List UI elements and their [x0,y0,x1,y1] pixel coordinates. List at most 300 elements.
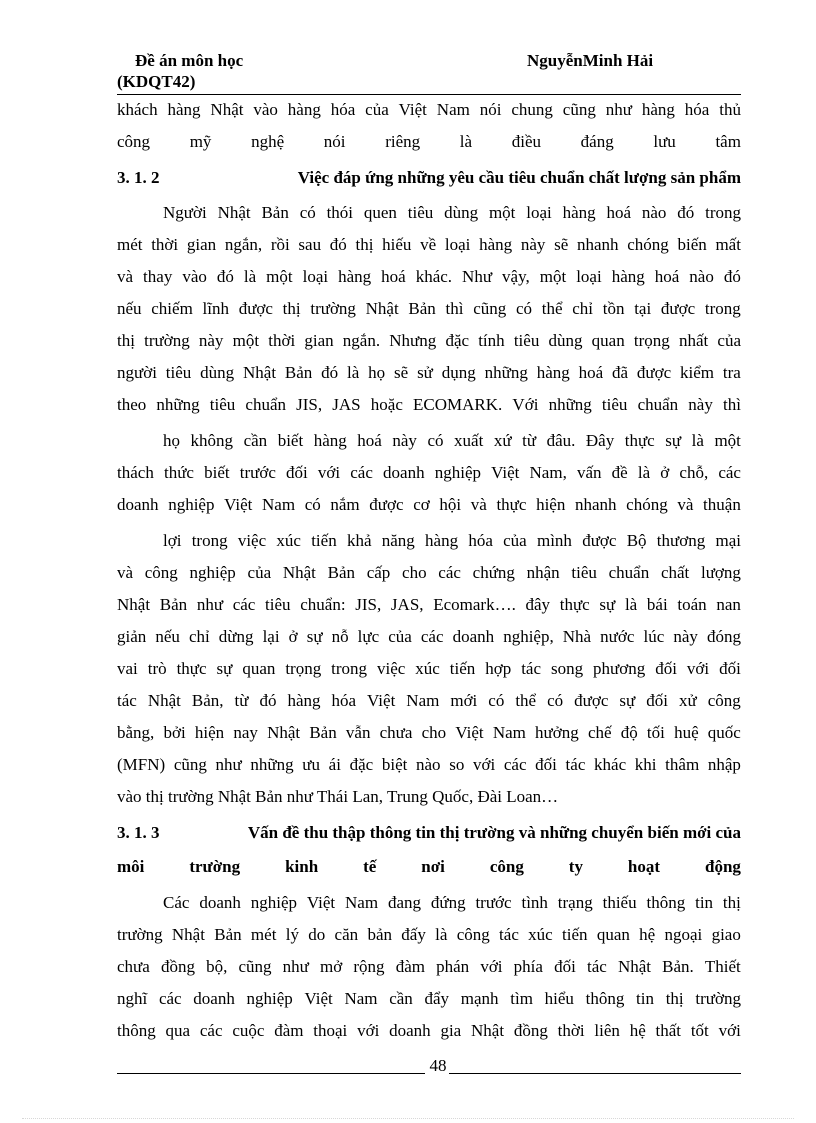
word: mất [715,235,741,254]
word: điều [511,132,541,151]
word: có [515,299,533,318]
text-line: vào thị trường Nhật Bản như Thái Lan, Trung Quốc, Đài Loan… [117,787,559,806]
word: trường [117,925,163,944]
word: đối [286,463,308,482]
word: đàm [274,1021,304,1040]
word: quan [242,659,276,678]
word: Đây [585,431,615,450]
word: trong [705,203,741,222]
word: gian [304,331,334,350]
word: tiến [562,925,588,944]
word: thói [326,203,354,222]
section-number: 3. 1. 2 [117,168,160,187]
word: ngắn, [224,235,263,254]
word: tiêu [571,563,597,582]
word: với [317,463,341,482]
word: như [215,755,242,774]
word: tính [478,331,505,350]
word: là [435,925,448,944]
word: có [427,431,444,450]
word: vai [117,659,138,678]
word: qua [165,1021,191,1040]
word: chung [511,100,553,119]
word: Nhật [243,363,277,382]
word: và [117,563,134,582]
word: là [624,595,638,614]
word: Bản [159,595,188,614]
text-line [117,1015,741,1047]
word: chế [587,723,612,742]
word: Nam [344,989,378,1008]
word: tác [521,659,542,678]
text-line [117,951,741,983]
word: các [232,595,256,614]
word: quốc [707,723,741,742]
word: hưởng [535,723,579,742]
word: công [456,925,490,944]
word: những [156,395,200,414]
word: hóa [468,531,493,550]
word: thực [559,595,590,614]
word: có [299,203,316,222]
word: của [247,563,272,582]
word: này [198,331,224,350]
word: này [673,627,698,646]
word: quen [363,203,397,222]
word: hàng [641,100,675,119]
word: Việt [304,989,333,1008]
word: ngoại [664,925,703,944]
word: quan [596,925,630,944]
word: Bản [327,563,355,582]
word: Nhật [147,691,181,710]
text-line [117,557,741,589]
word: dùng [548,331,583,350]
section-heading-3-1-3 [117,817,741,849]
word: loại [526,203,552,222]
word: những [250,755,294,774]
word: thâm [665,755,700,774]
text-line [117,653,741,685]
section-title: Vấn đề thu thập thông tin thị trường và những chuyển biến mới của [247,823,741,842]
word: JAS [332,395,361,414]
word: so [449,755,465,774]
word: thực [496,495,527,514]
word: doanh [199,893,241,912]
word: doanh [452,627,495,646]
word: Bản. [662,957,694,976]
word: và [470,495,487,514]
word: thuận [703,495,741,514]
word: không [190,431,234,450]
page-number: 48 [429,1056,447,1075]
word: mình [536,531,572,550]
word: vẫn [345,723,371,742]
word: động [705,857,741,876]
word: chưa [379,723,413,742]
word: các [718,463,741,482]
word: lượng [700,563,741,582]
word: hợp [485,659,512,678]
word: loại [576,267,602,286]
word: phía [513,957,543,976]
word: Việt [367,691,396,710]
word: nghệ [251,132,285,151]
word: đâu. [546,431,576,450]
word: JIS, [355,595,382,614]
word: sự [216,659,233,678]
word: các [420,627,444,646]
text-line [117,589,741,621]
word: Bản [261,203,289,222]
word: tình [521,893,548,912]
word: đặc [445,331,470,350]
word: hoá [357,431,382,450]
word: xứ [493,431,512,450]
word: Nam [436,100,470,119]
word: như [282,957,309,976]
word: một [266,267,293,286]
word: Nhật [282,563,316,582]
word: ở [660,463,670,482]
word: sẽ [554,235,569,254]
text-line [117,261,741,293]
word: Bản [284,363,313,382]
word: đóng [706,627,741,646]
word: trường [310,299,356,318]
word: đó [723,267,741,286]
word: một [232,331,260,350]
word: giao [711,925,741,944]
word: ngắn. [342,331,381,350]
word: trường [189,857,241,876]
word: trước [239,463,276,482]
word: trường [695,989,741,1008]
word: nào [641,203,667,222]
word: chưa [117,957,150,976]
word: đấy [401,925,426,944]
word: mét [117,235,143,254]
section-title: Việc đáp ứng những yêu cầu tiêu chuẩn chất lượng sản phẩm [297,168,741,187]
word: nỗ [331,627,349,646]
text-line [117,357,741,389]
word: chứng [472,563,515,582]
word: rồi [270,235,290,254]
word: toán [677,595,707,614]
word: hoá [606,203,632,222]
word: khác. [415,267,453,286]
word: hóa [331,691,357,710]
word: đối [646,691,668,710]
word: thị [117,331,135,350]
word: đối [554,957,576,976]
word: theo [117,395,147,414]
word: cần [243,431,268,450]
word: có [547,691,564,710]
word: Nhật [117,595,151,614]
word: Nhật [171,925,205,944]
word: việc [237,531,267,550]
word: được [238,299,273,318]
word: thương [656,531,706,550]
word: thực [624,431,655,450]
word: hiện [536,495,566,514]
word: thông [585,989,625,1008]
word: và [677,495,694,514]
word: Việt [455,723,484,742]
word: hàng [313,431,347,450]
word: doanh [193,989,235,1008]
word: biến [677,235,707,254]
word: nhận [526,563,560,582]
word: ái [328,755,341,774]
word: được [636,363,672,382]
text-line [117,525,741,557]
word: của [365,100,389,119]
word: cho [402,563,427,582]
word: là [691,431,704,450]
word: tối [646,723,665,742]
word: nhanh [574,495,617,514]
word: này [392,431,417,450]
word: sẽ [394,363,409,382]
word: của [717,331,741,350]
word: mét [250,925,277,944]
word: đây [525,595,551,614]
text-line [117,457,741,489]
author-name: NguyễnMinh Hải [527,51,654,70]
word: Bản, [191,691,224,710]
course-code: (KDQT42) [117,72,196,91]
word: tiến [311,531,337,550]
word: tác [499,925,519,944]
word: cho [421,723,447,742]
word: chỗ, [679,463,709,482]
word: trò [147,659,167,678]
word: Nhật [267,723,301,742]
word: hiểu [544,989,574,1008]
word: thị [722,893,741,912]
word: thì [722,395,741,414]
word: một [488,203,516,222]
word: biết [204,463,230,482]
text-line [117,621,741,653]
word: chỉ [572,299,594,318]
word: lý [285,925,299,944]
text-line [117,887,741,919]
text-line [117,293,741,325]
word: xúc [415,659,440,678]
word: thức [163,463,194,482]
word: đáng [580,132,614,151]
word: tra [722,363,741,382]
word: bản [367,925,392,944]
word: tác [117,691,137,710]
word: các [158,989,182,1008]
word: thông [117,1021,156,1040]
word: đối [535,755,557,774]
word: nghiệp [168,495,215,514]
word: Bộ [626,531,647,550]
word: với [357,1021,380,1040]
word: tin [636,989,654,1008]
word: sự [599,595,616,614]
word: đẩy [424,989,450,1008]
word: lĩnh [202,299,229,318]
text-line [117,489,741,521]
word: nếu [117,299,142,318]
word: lại [262,627,280,646]
word: mở [320,957,343,976]
word: thì [445,299,464,318]
section-title-continued [117,851,741,883]
word: (MFN) [117,755,166,774]
text-line [117,197,741,229]
word: Việt [398,100,427,119]
word: giản [117,627,147,646]
word: với [472,755,496,774]
word: bộ, [206,957,228,976]
word: hàng [287,100,321,119]
word: hệ [639,925,656,944]
word: trường [144,331,190,350]
word: JAS, [390,595,424,614]
word: từ [234,691,249,710]
word: Nhật [217,203,251,222]
word: vậy, [502,267,530,286]
word: lưu [653,132,676,151]
word: đó [216,267,234,286]
word: ty [568,857,583,876]
word: sử [417,363,433,382]
word: dụng [441,363,476,382]
word: ở [288,627,298,646]
footer-rule-left [117,1073,425,1074]
word: Nhà [562,627,592,646]
word: hoạt [627,857,661,876]
word: đối [719,659,741,678]
word: hoặc [370,395,403,414]
word: thị [665,989,684,1008]
text-line [117,229,741,261]
word: ECOMARK. [413,395,503,414]
word: vào [253,100,278,119]
page-footer [117,1058,741,1078]
word: là [459,132,473,151]
word: sự [306,627,323,646]
word: tiêu [407,203,434,222]
word: sự [619,691,636,710]
word: bởi [163,723,186,742]
word: có [304,495,321,514]
word: cũng [238,957,272,976]
word: biệt [381,755,408,774]
word: được [369,495,404,514]
word: hàng [167,100,201,119]
word: với [480,957,503,976]
word: nếu [155,627,180,646]
word: của [388,627,412,646]
word: liên [594,1021,620,1040]
text-line [117,126,741,158]
word: các [438,563,461,582]
course-title-line1: Đề án môn học [135,51,244,70]
word: mỹ [189,132,212,151]
text-line [117,685,741,717]
word: thể [515,691,537,710]
word: cũng [173,755,207,774]
word: chuẩn [637,395,679,414]
word: thất [655,1021,682,1040]
word: cần [389,989,413,1008]
word: hoá [654,267,680,286]
word: hóa [330,100,356,119]
word: đó [677,203,695,222]
word: nhanh [576,235,619,254]
word: Việt [306,893,336,912]
word: Việt [224,495,253,514]
word: khi [634,755,657,774]
word: Việt [491,463,520,482]
word: gian [186,235,217,254]
word: lúc [643,627,665,646]
word: trọng [633,331,670,350]
word: biết [277,431,304,450]
word: này [520,235,546,254]
word: hàng [536,363,570,382]
word: thời [151,235,179,254]
text-line [117,717,741,749]
word: những [484,363,528,382]
word: nghiệp [250,893,298,912]
word: phán [436,957,470,976]
word: chóng [627,235,669,254]
word: doanh [383,463,425,482]
word: một [539,267,567,286]
word: kiểm [680,363,715,382]
word: nhất [678,331,709,350]
word: loại [444,235,471,254]
word: xử [678,691,697,710]
word: Với [512,395,539,414]
word: của [503,531,527,550]
word: căn [334,925,359,944]
word: tồn [602,299,625,318]
word: nước [600,627,635,646]
word: với [718,1021,741,1040]
word: lợi [163,531,182,550]
word: doanh [117,495,159,514]
word: song [550,659,584,678]
word: Nam [406,691,440,710]
word: thách [117,463,154,482]
word: nói [323,132,346,151]
word: JIS, [296,395,323,414]
word: nơi [421,857,445,876]
word: riêng [385,132,421,151]
word: các [350,463,373,482]
word: họ [163,431,180,450]
word: nào [689,267,714,286]
word: hệ [629,1021,646,1040]
word: quan [591,331,625,350]
word: đó [321,363,339,382]
word: khách [117,100,158,119]
word: Nam [492,723,526,742]
word: nghiệp [246,989,293,1008]
word: thị [355,235,374,254]
word: bái [646,595,668,614]
